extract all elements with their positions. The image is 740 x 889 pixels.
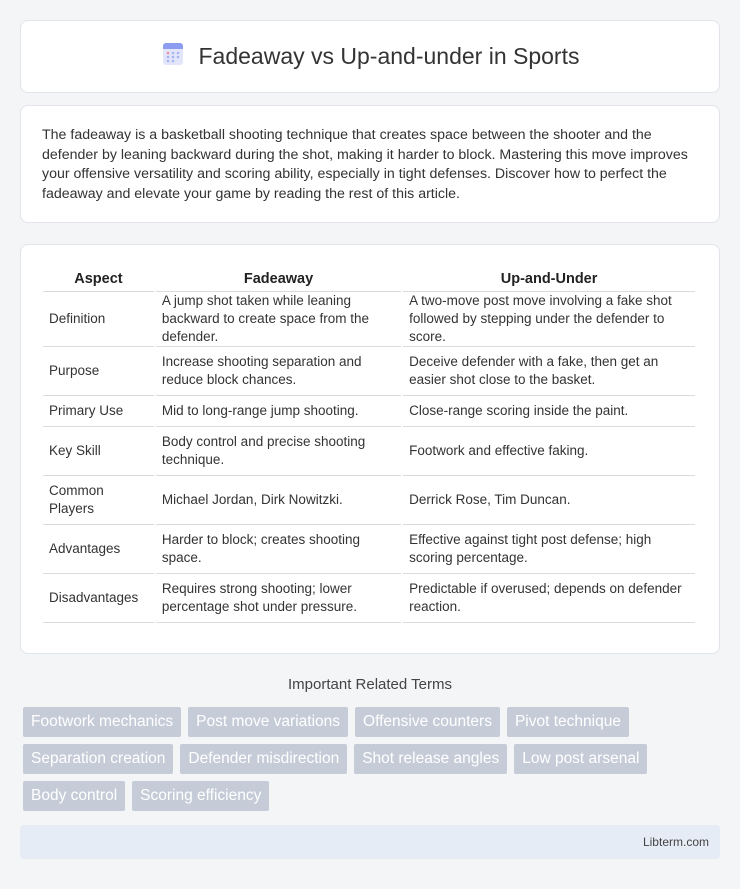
column-header-fadeaway: Fadeaway — [156, 265, 401, 292]
related-term-tag[interactable]: Shot release angles — [354, 744, 507, 774]
table-row — [43, 347, 695, 396]
column-header-up-and-under: Up-and-Under — [403, 265, 695, 292]
row-label: Primary Use — [43, 396, 154, 427]
row-label: Disadvantages — [43, 574, 154, 623]
column-header-aspect: Aspect — [43, 265, 154, 292]
related-term-tag[interactable]: Offensive counters — [355, 707, 500, 737]
row-label: Definition — [43, 292, 154, 347]
footer — [20, 825, 720, 859]
related-term-tag[interactable]: Low post arsenal — [514, 744, 647, 774]
fadeaway-cell: Requires strong shooting; lower percentage shot under pressure. — [156, 574, 401, 623]
fadeaway-cell: Harder to block; creates shooting space. — [156, 525, 401, 574]
page-title: Fadeaway vs Up-and-under in Sports — [198, 43, 580, 69]
related-terms-title: Important Related Terms — [288, 676, 452, 693]
related-term-tag[interactable]: Pivot technique — [507, 707, 629, 737]
up-and-under-cell: Predictable if overused; depends on defender reaction. — [403, 574, 695, 623]
up-and-under-cell: Deceive defender with a fake, then get an easier shot close to the basket. — [403, 347, 695, 396]
up-and-under-cell: A two-move post move involving a fake shot followed by stepping under the defender to score. — [403, 292, 695, 347]
table-row — [43, 427, 695, 476]
intro-card — [20, 105, 720, 223]
row-label: Common Players — [43, 476, 154, 525]
up-and-under-cell: Close-range scoring inside the paint. — [403, 396, 695, 427]
comparison-table-card — [20, 244, 720, 654]
related-terms-list — [23, 707, 723, 811]
comparison-table — [41, 265, 697, 623]
fadeaway-cell: Increase shooting separation and reduce block chances. — [156, 347, 401, 396]
fadeaway-cell: Mid to long-range jump shooting. — [156, 396, 401, 427]
table-row — [43, 574, 695, 623]
fadeaway-cell: A jump shot taken while leaning backward to create space from the defender. — [156, 292, 401, 347]
related-term-tag[interactable]: Scoring efficiency — [132, 781, 269, 811]
row-label: Key Skill — [43, 427, 154, 476]
row-label: Advantages — [43, 525, 154, 574]
related-term-tag[interactable]: Post move variations — [188, 707, 348, 737]
table-header-row — [43, 265, 695, 292]
related-term-tag[interactable]: Body control — [23, 781, 125, 811]
table-row — [43, 396, 695, 427]
up-and-under-cell: Footwork and effective faking. — [403, 427, 695, 476]
fadeaway-cell: Body control and precise shooting technique. — [156, 427, 401, 476]
intro-paragraph: The fadeaway is a basketball shooting technique that creates space between the shooter and the defender by leaning backward during the shot, making it harder to block. Mastering this move improves your offensive versatility and scoring ability, especially in tight defenses. Discover how to perfect the fadeaway and elevate your game by reading the rest of this article. — [42, 127, 688, 202]
table-row — [43, 525, 695, 574]
fadeaway-cell: Michael Jordan, Dirk Nowitzki. — [156, 476, 401, 525]
up-and-under-cell: Effective against tight post defense; high scoring percentage. — [403, 525, 695, 574]
up-and-under-cell: Derrick Rose, Tim Duncan. — [403, 476, 695, 525]
header-card — [20, 20, 720, 93]
document-icon — [161, 42, 185, 71]
title-wrap — [161, 42, 580, 71]
table-row — [43, 476, 695, 525]
footer-site-link[interactable]: Libterm.com — [642, 835, 709, 849]
table-row — [43, 292, 695, 347]
related-term-tag[interactable]: Separation creation — [23, 744, 173, 774]
related-term-tag[interactable]: Defender misdirection — [180, 744, 347, 774]
row-label: Purpose — [43, 347, 154, 396]
related-term-tag[interactable]: Footwork mechanics — [23, 707, 181, 737]
